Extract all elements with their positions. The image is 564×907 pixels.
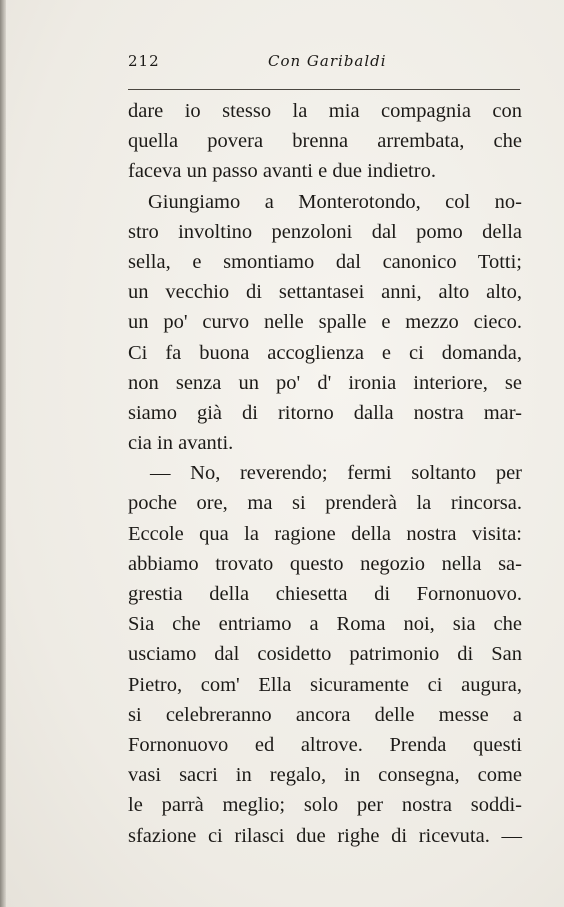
text-line: dare io stesso la mia compagnia con <box>128 100 522 122</box>
text-line: un vecchio di settantasei anni, alto alto, <box>128 281 522 304</box>
text-line: Giungiamo a Monterotondo, col no- <box>148 190 522 213</box>
text-line: usciamo dal cosidetto patrimonio di San <box>128 643 522 666</box>
text-line: un po' curvo nelle spalle e mezzo cieco. <box>128 311 522 334</box>
text-line: — No, reverendo; fermi soltanto per <box>150 462 522 485</box>
text-line: non senza un po' d' ironia interiore, se <box>128 371 522 394</box>
running-title: Con Garibaldi <box>268 52 387 70</box>
header-rule <box>128 89 520 90</box>
body-text <box>128 96 522 851</box>
text-line: cia in avanti. <box>128 432 234 455</box>
text-line: Fornonuovo ed altrove. Prenda questi <box>128 733 522 756</box>
text-line: Ci fa buona accoglienza e ci domanda, <box>128 341 522 364</box>
text-line: sfazione ci rilasci due righe di ricevuta. — <box>128 824 522 847</box>
page-binding-edge <box>0 0 6 907</box>
text-line: quella povera brenna arrembata, che <box>128 130 522 153</box>
text-line: Eccole qua la ragione della nostra visita: <box>128 522 522 545</box>
text-line: stro involtino penzoloni dal pomo della <box>128 220 522 243</box>
text-line: faceva un passo avanti e due indietro. <box>128 160 436 183</box>
text-line: grestia della chiesetta di Fornonuovo. <box>128 583 522 605</box>
page-number: 212 <box>128 52 160 70</box>
text-line: si celebreranno ancora delle messe a <box>128 703 522 726</box>
running-header <box>128 52 520 76</box>
text-line: abbiamo trovato questo negozio nella sa- <box>128 552 522 575</box>
text-line: poche ore, ma si prenderà la rincorsa. <box>128 492 522 515</box>
text-line: le parrà meglio; solo per nostra soddi- <box>128 794 522 817</box>
text-line: sella, e smontiamo dal canonico Totti; <box>128 250 522 273</box>
text-line: vasi sacri in regalo, in consegna, come <box>128 764 522 787</box>
text-line: Pietro, com' Ella sicuramente ci augura, <box>128 673 522 696</box>
text-line: siamo già di ritorno dalla nostra mar- <box>128 401 522 424</box>
text-line: Sia che entriamo a Roma noi, sia che <box>128 613 522 636</box>
